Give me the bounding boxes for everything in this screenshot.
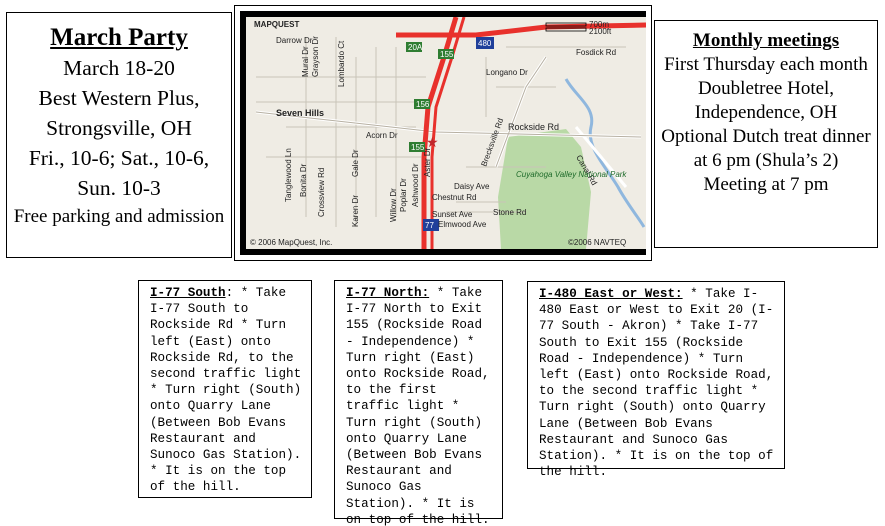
svg-text:77: 77 [425,221,434,230]
svg-text:Gale Dr: Gale Dr [351,149,360,177]
svg-text:155: 155 [440,50,454,59]
svg-text:Darrow Dr: Darrow Dr [276,36,313,45]
scale-bar [546,20,612,36]
park-area [498,129,591,249]
party-note: Free parking and admission [13,206,225,227]
party-hours-2: Sun. 10-3 [77,176,161,200]
svg-text:Canal Rd: Canal Rd [574,153,599,187]
party-hours-1: Fri., 10-6; Sat., 10-6, [28,146,210,170]
directions-heading: I-77 South [150,286,226,300]
directions-text: * Take I-77 North to Exit 155 (Rockside Road - Independence) * Turn right (East) onto Rockside Road, to the first traffic light * Turn right (South) onto Quarry Lane (Between Bob Evans Restaurant and Sunoco Gas Station). * It is on top of the hill. [346,286,490,526]
directions-i77-south [138,280,312,498]
svg-text:700m: 700m [589,20,610,29]
svg-text:Tanglewood Ln: Tanglewood Ln [284,148,293,202]
svg-text:155: 155 [411,143,425,152]
party-city: Strongsville, OH [46,116,192,140]
svg-text:Ashwood Dr: Ashwood Dr [411,163,420,207]
svg-text:20A: 20A [408,43,423,52]
svg-text:Rockside Rd: Rockside Rd [508,122,560,132]
march-party-box [6,12,232,258]
svg-text:Sunset Ave: Sunset Ave [432,210,473,219]
directions-text: * Take I-480 East or West to Exit 20 (I-77 South - Akron) * Take I-77 South to Exit 155 (Rockside Road - Independence) * Turn left (East) onto Rockside Road, to the second traffic light * Turn right (South) onto Quarry Lane (Between Bob Evans Restaurant and Sunoco Gas Station). * It is on the top of the hill. [539,287,774,480]
park-label: Cuyahoga Valley National Park [516,170,627,179]
svg-text:Acorn Dr: Acorn Dr [366,131,398,140]
svg-text:Brecksville Rd: Brecksville Rd [479,116,506,168]
map-frame [234,5,652,261]
svg-text:Bonita Dr: Bonita Dr [299,163,308,197]
map-copyright-left: © 2006 MapQuest, Inc. [250,238,333,247]
map-logo: MAPQUEST [254,20,300,29]
directions-heading: I-77 North: [346,286,430,300]
svg-text:480: 480 [478,39,492,48]
svg-text:Chestnut Rd: Chestnut Rd [432,193,477,202]
directions-i480 [527,281,785,480]
party-title: March Party [50,24,188,51]
svg-text:Karen Dr: Karen Dr [351,194,360,227]
monthly-meetings-box [654,20,878,248]
svg-text:Crossview Rd: Crossview Rd [317,167,326,217]
meetings-dinner: Optional Dutch treat dinner at 6 pm (Shula’s 2) [661,126,871,171]
svg-text:Lombardo Ct: Lombardo Ct [337,40,346,87]
svg-text:156: 156 [416,100,430,109]
svg-text:Elmwood Ave: Elmwood Ave [438,220,487,229]
svg-text:Stone Rd: Stone Rd [493,208,527,217]
meetings-schedule: First Thursday each month [664,54,868,75]
svg-text:Daisy Ave: Daisy Ave [454,182,490,191]
svg-text:Longano Dr: Longano Dr [486,68,528,77]
svg-text:Poplar Dr: Poplar Dr [399,178,408,212]
directions-heading: I-480 East or West: [539,287,683,301]
svg-text:Willow Dr: Willow Dr [389,188,398,222]
directions-i77-north [334,280,503,526]
svg-text:2100ft: 2100ft [589,27,612,36]
party-dates: March 18-20 [63,56,175,80]
svg-text:Aster Dr: Aster Dr [423,147,432,177]
directions-text: : * Take I-77 South to Rockside Rd * Turn left (East) onto Rockside Rd, to the second traffic light * Turn right (South) onto Quarry Lane (Between Bob Evans Restaurant and Sunoco Gas Station). * It is on the top of the hill. [150,286,302,495]
meetings-location: Doubletree Hotel, Independence, OH [694,78,838,123]
svg-text:Mural Dr: Mural Dr [301,46,310,77]
svg-text:Seven Hills: Seven Hills [276,108,325,118]
party-hotel: Best Western Plus, [38,86,200,110]
meetings-title: Monthly meetings [692,30,840,51]
location-map [246,17,646,249]
map-copyright-right: ©2006 NAVTEQ [568,238,627,247]
location-star-icon: ★ [426,136,439,151]
svg-text:Grayson Dr: Grayson Dr [311,36,320,77]
svg-text:Fosdick Rd: Fosdick Rd [576,48,617,57]
meetings-time: Meeting at 7 pm [703,174,829,195]
